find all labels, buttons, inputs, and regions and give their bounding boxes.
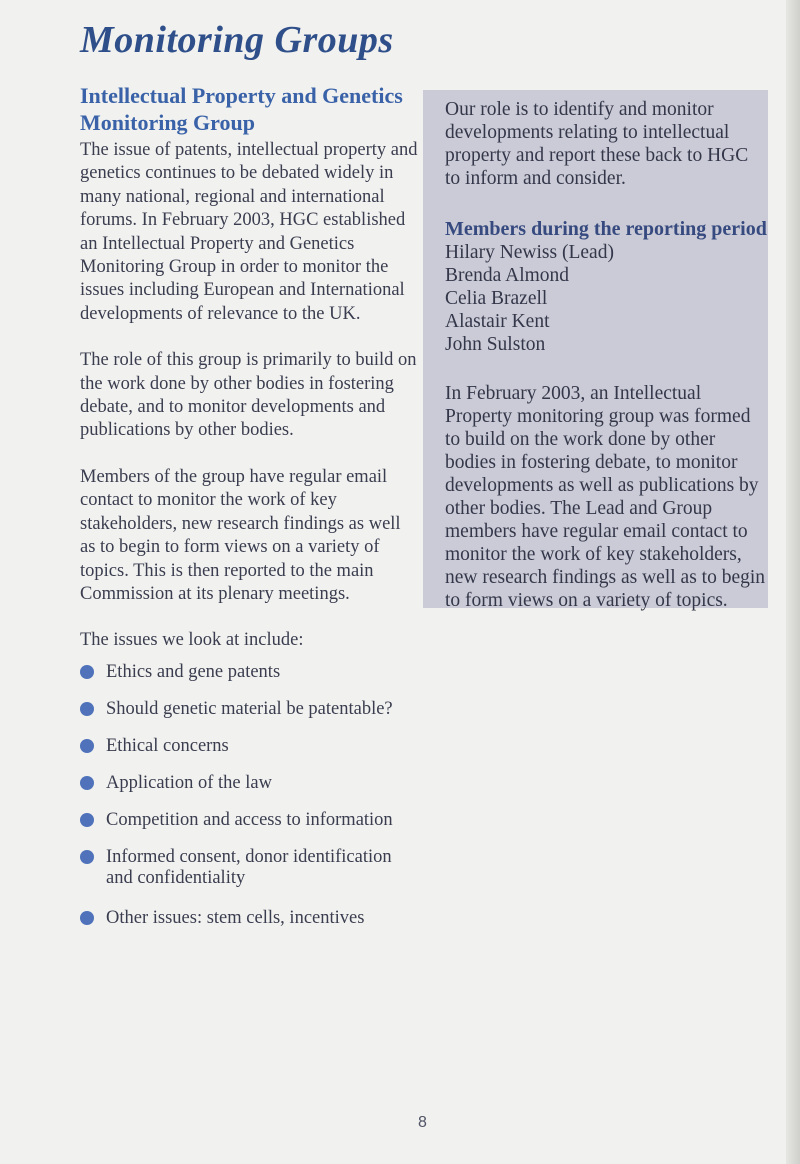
page-edge [786, 0, 800, 1164]
page-number: 8 [418, 1114, 427, 1131]
bullet-icon [80, 911, 94, 925]
main-column [80, 82, 420, 945]
list-item-text: Informed consent, donor identification and confidentiality [106, 846, 392, 888]
list-item [80, 773, 420, 794]
members-list [445, 241, 768, 356]
bullet-icon [80, 776, 94, 790]
member-name: Hilary Newiss (Lead) [445, 242, 614, 263]
issues-list [80, 662, 420, 929]
sidebar-role-text: Our role is to identify and monitor developments relating to intellectual property and report these back to HGC to inform and consider. [445, 99, 749, 189]
members-paragraph: Members of the group have regular email contact to monitor the work of key stakeholders, new research findings as well as to begin to form views on a variety of topics. This is then reported to the main Commission at its plenary meetings. [80, 466, 401, 604]
member-name: Alastair Kent [445, 311, 550, 332]
list-item [80, 662, 420, 683]
list-item [80, 908, 420, 929]
member-name: John Sulston [445, 334, 546, 355]
issues-intro: The issues we look at include: [80, 630, 304, 651]
page-title: Monitoring Groups [80, 19, 394, 61]
list-item-text: Ethics and gene patents [106, 661, 281, 682]
member-name: Brenda Almond [445, 265, 570, 286]
list-item [80, 810, 420, 831]
bullet-icon [80, 850, 94, 864]
members-heading: Members during the reporting period [445, 218, 767, 240]
bullet-icon [80, 739, 94, 753]
list-item-text: Competition and access to information [106, 809, 393, 830]
list-item-text: Other issues: stem cells, incentives [106, 907, 365, 928]
bullet-icon [80, 665, 94, 679]
list-item [80, 847, 420, 889]
intro-paragraph: The issue of patents, intellectual property and genetics continues to be debated widely in many national, regional and international forums. In February 2003, HGC established an Intellectual Property and Genetics Monitoring Group in order to monitor the issues including European and International developments of relevance to the UK. [80, 140, 418, 324]
bullet-icon [80, 702, 94, 716]
list-item-text: Ethical concerns [106, 735, 229, 756]
role-paragraph: The role of this group is primarily to build on the work done by other bodies in fostering debate, and to monitor developments and publications by other bodies. [80, 350, 417, 441]
list-item [80, 736, 420, 757]
sidebar-closing-text: In February 2003, an Intellectual Property monitoring group was formed to build on the work done by other bodies in fostering debate, to monitor developments as well as publications by other bodies. The Lead and Group members have regular email contact to monitor the work of key stakeholders, new research findings as well as to begin to form views on a variety of topics. [445, 383, 766, 611]
list-item-text: Application of the law [106, 772, 272, 793]
section-title: Intellectual Property and Genetics Monitoring Group [80, 83, 403, 135]
sidebar-box [423, 90, 768, 611]
list-item [80, 699, 420, 720]
member-name: Celia Brazell [445, 288, 548, 309]
list-item-text: Should genetic material be patentable? [106, 698, 393, 719]
bullet-icon [80, 813, 94, 827]
